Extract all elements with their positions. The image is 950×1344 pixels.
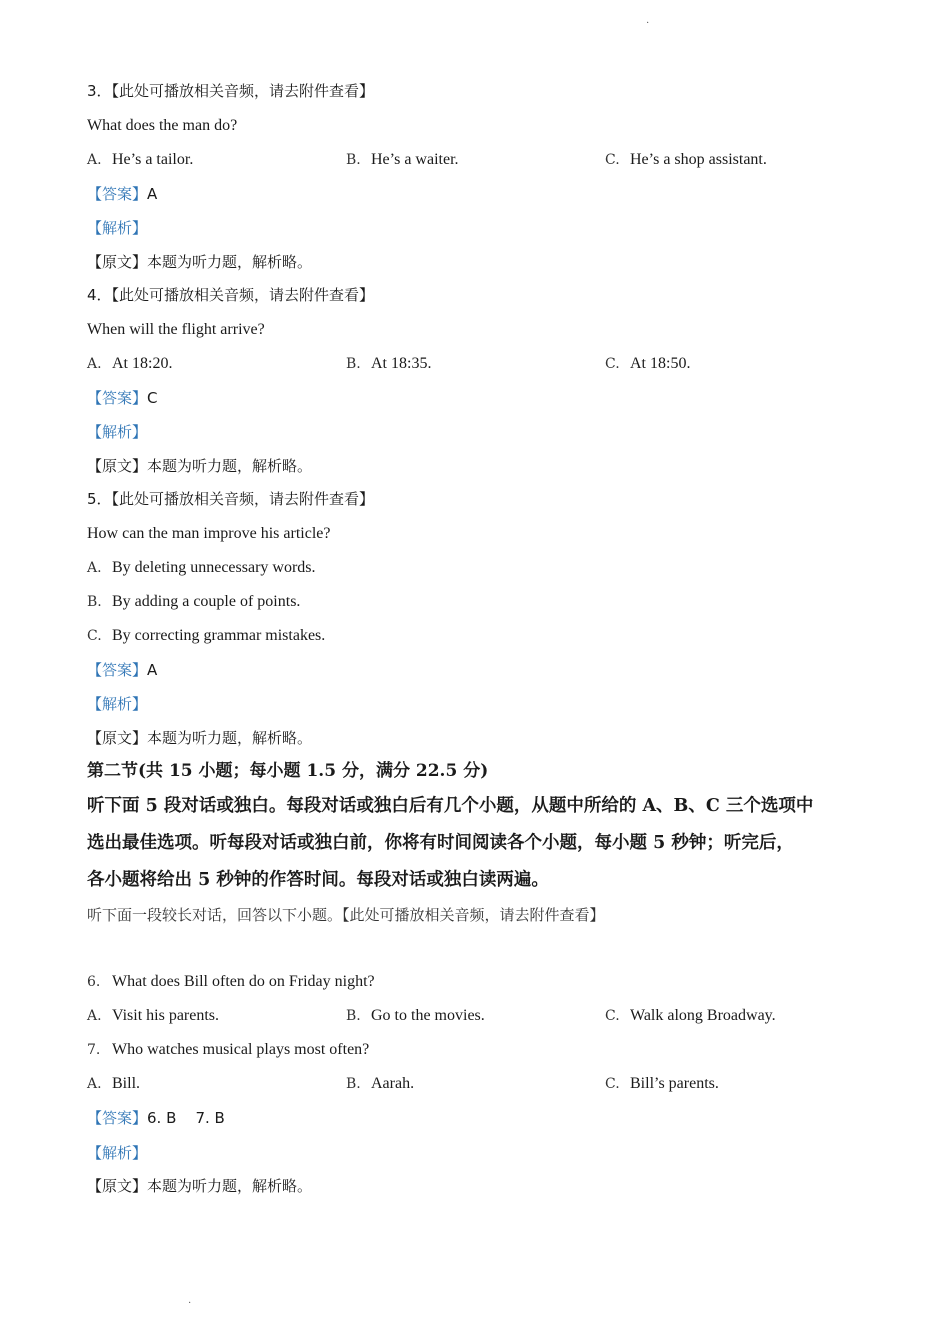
q3-options bbox=[87, 150, 867, 170]
q7-options bbox=[87, 1074, 867, 1094]
q5-analysis-label: 【解析】 bbox=[87, 695, 148, 713]
q67-analysis-label: 【解析】 bbox=[87, 1144, 148, 1162]
q6-option-c[interactable]: C. Walk along Broadway. bbox=[605, 1007, 776, 1024]
q5-option-a[interactable]: A. By deleting unnecessary words. bbox=[87, 559, 316, 576]
q6-option-b[interactable]: B. Go to the movies. bbox=[346, 1007, 485, 1024]
section2-instruction-line1: 听下面 5 段对话或独白。每段对话或独白后有几个小题，从题中所给的 A、B、C 三个选项中 bbox=[87, 796, 814, 816]
q3-option-a[interactable]: A. He’s a tailor. bbox=[87, 151, 194, 168]
top-dot: · bbox=[646, 18, 650, 29]
q5-option-c[interactable]: C. By correcting grammar mistakes. bbox=[87, 627, 326, 644]
q4-answer: 【答案】C bbox=[87, 389, 158, 407]
section2-audio-note[interactable]: 【此处可播放相关音频，请去附件查看】 bbox=[342, 906, 605, 924]
q3-answer: 【答案】A bbox=[87, 185, 158, 203]
q3-original: 【原文】本题为听力题，解析略。 bbox=[87, 253, 313, 271]
q4-option-a[interactable]: A. At 18:20. bbox=[87, 355, 173, 372]
q6-options bbox=[87, 1006, 867, 1026]
q5-option-b[interactable]: B. By adding a couple of points. bbox=[87, 593, 301, 610]
q4-analysis-label: 【解析】 bbox=[87, 423, 148, 441]
section2-title: 第二节(共 15 小题；每小题 1.5 分，满分 22.5 分) bbox=[87, 761, 489, 781]
section2-instruction-line3: 各小题将给出 5 秒钟的作答时间。每段对话或独白读两遍。 bbox=[87, 870, 549, 890]
q3-question: What does the man do? bbox=[87, 117, 238, 134]
q6-option-a[interactable]: A. Visit his parents. bbox=[87, 1007, 220, 1024]
q7-question: 7. Who watches musical plays most often? bbox=[87, 1041, 370, 1058]
q3-number: 3． bbox=[87, 82, 112, 100]
q3-option-b[interactable]: B. He’s a waiter. bbox=[346, 151, 459, 168]
q5-audio-note[interactable]: 【此处可播放相关音频，请去附件查看】 bbox=[111, 490, 375, 508]
q5-number: 5． bbox=[87, 490, 112, 508]
q5-answer: 【答案】A bbox=[87, 661, 158, 679]
q4-header bbox=[87, 285, 374, 306]
q4-original: 【原文】本题为听力题，解析略。 bbox=[87, 457, 313, 475]
q7-option-a[interactable]: A. Bill. bbox=[87, 1075, 141, 1092]
q4-option-c[interactable]: C. At 18:50. bbox=[605, 355, 691, 372]
q5-header bbox=[87, 489, 374, 510]
q4-audio-note[interactable]: 【此处可播放相关音频，请去附件查看】 bbox=[111, 286, 375, 304]
q7-option-c[interactable]: C. Bill’s parents. bbox=[605, 1075, 719, 1092]
q3-option-c[interactable]: C. He’s a shop assistant. bbox=[605, 151, 767, 168]
section2-instruction-line2: 选出最佳选项。听每段对话或独白前，你将有时间阅读各个小题，每小题 5 秒钟；听完后， bbox=[87, 833, 794, 853]
q4-number: 4． bbox=[87, 286, 112, 304]
q67-answer: 【答案】6. B 7. B bbox=[87, 1109, 225, 1127]
q3-header bbox=[87, 81, 374, 102]
q4-option-b[interactable]: B. At 18:35. bbox=[346, 355, 432, 372]
q5-original: 【原文】本题为听力题，解析略。 bbox=[87, 729, 313, 747]
bottom-dot: · bbox=[188, 1298, 192, 1309]
section2-intro: 听下面一段较长对话，回答以下小题。【此处可播放相关音频，请去附件查看】 bbox=[87, 906, 605, 924]
q3-audio-note[interactable]: 【此处可播放相关音频，请去附件查看】 bbox=[111, 82, 375, 100]
q7-option-b[interactable]: B. Aarah. bbox=[346, 1075, 415, 1092]
q3-analysis-label: 【解析】 bbox=[87, 219, 148, 237]
q4-question: When will the flight arrive? bbox=[87, 321, 265, 338]
q67-original: 【原文】本题为听力题，解析略。 bbox=[87, 1177, 313, 1195]
q5-question: How can the man improve his article? bbox=[87, 525, 331, 542]
q4-options bbox=[87, 354, 867, 374]
q6-question: 6. What does Bill often do on Friday night? bbox=[87, 973, 375, 990]
